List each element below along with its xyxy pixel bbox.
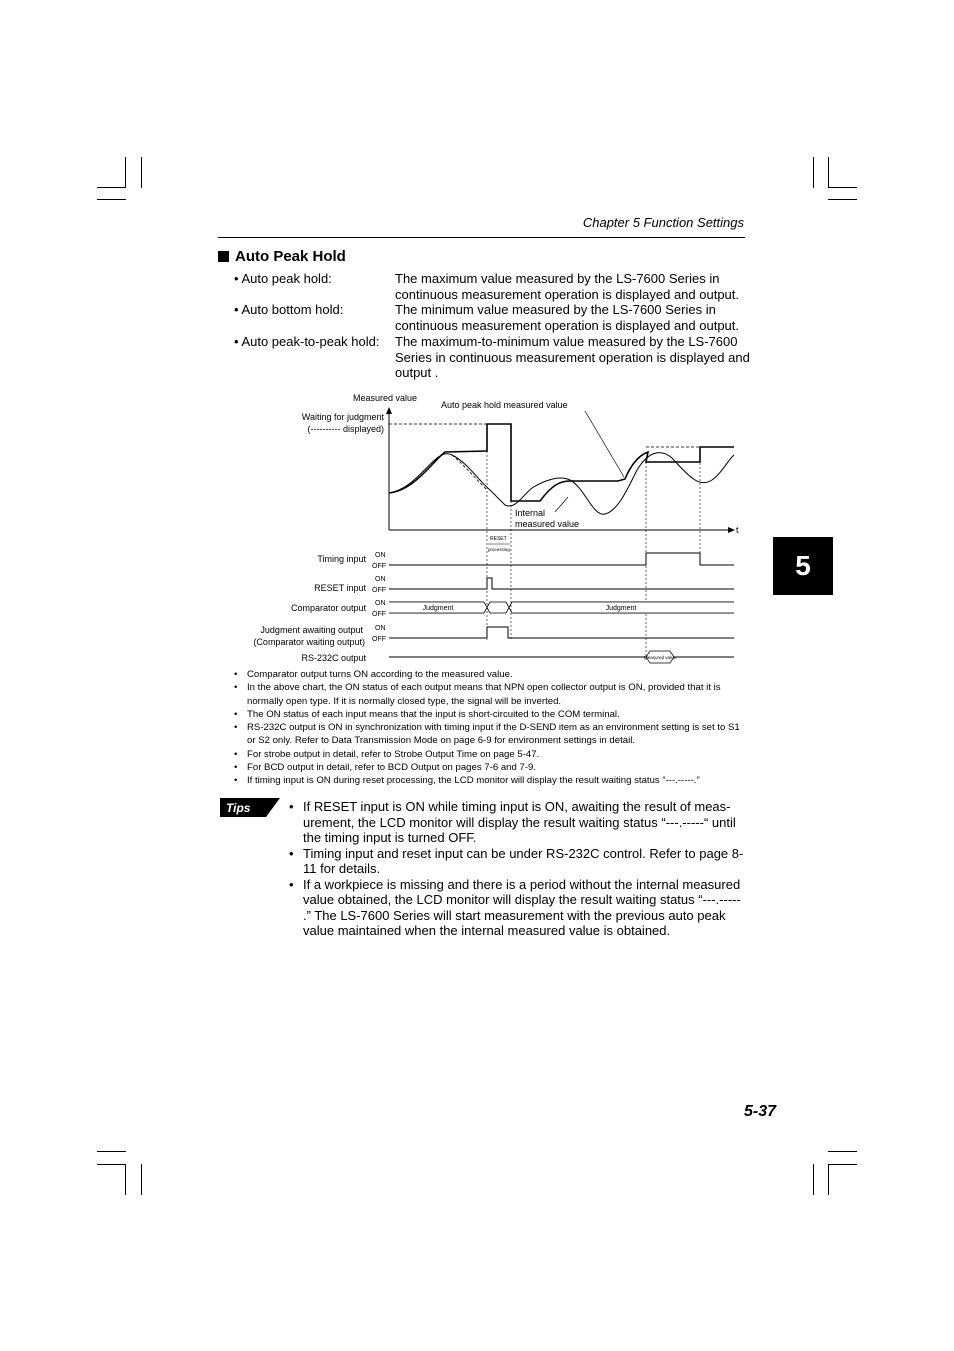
label-waiting-2: (---------- displayed) — [307, 424, 384, 434]
reset-processing-1: RESET — [490, 536, 507, 542]
off-label: OFF — [372, 587, 386, 594]
off-label: OFF — [372, 611, 386, 618]
definition-term: • Auto bottom hold: — [234, 302, 344, 317]
judgment-label-2: Judgment — [605, 605, 637, 612]
label-judgment-awaiting-1: Judgment awaiting output — [260, 625, 363, 635]
note-item: • In the above chart, the ON status of each output means that NPN open collector output is ON, provided that it is normally open type. If it is normally closed type, the signal will be inverted. — [234, 681, 746, 708]
signal-timing-input — [389, 553, 734, 565]
label-judgment-awaiting-2: (Comparator waiting output) — [253, 637, 365, 647]
x-axis-arrow-icon — [728, 527, 735, 533]
label-t: t — [736, 525, 739, 535]
note-item: • If timing input is ON during reset processing, the LCD monitor will display the result waiting status “---.-----.” — [234, 774, 746, 787]
definition-term: • Auto peak hold: — [234, 271, 332, 286]
definition-desc: The maximum-to-minimum value measured by the LS-7600 Series in continuous measurement operation is displayed and output . — [395, 334, 750, 380]
tips-badge — [220, 798, 280, 817]
label-timing-input: Timing input — [317, 554, 366, 564]
internal-dashed-segment — [452, 455, 487, 490]
definition-term: • Auto peak-to-peak hold: — [234, 334, 380, 349]
label-reset-input: RESET input — [314, 583, 366, 593]
definition-desc: The minimum value measured by the LS-7600 Series in continuous measurement operation is displayed and output. — [395, 302, 739, 333]
notes-list — [234, 668, 746, 788]
on-label: ON — [375, 600, 386, 607]
note-item: • Comparator output turns ON according to the measured value. — [234, 668, 746, 681]
off-label: OFF — [372, 563, 386, 570]
label-rs232c-output: RS-232C output — [301, 653, 366, 663]
chapter-title: Chapter 5 Function Settings — [582, 215, 744, 230]
label-comparator-output: Comparator output — [290, 603, 366, 613]
y-axis-arrow-icon — [386, 407, 392, 414]
section-title-text: Auto Peak Hold — [235, 248, 346, 265]
label-auto-peak: Auto peak hold measured value — [441, 400, 568, 410]
page-number: 5-37 — [744, 1103, 777, 1120]
label-waiting-1: Waiting for judgment — [301, 412, 384, 422]
tip-item: • If a workpiece is missing and there is a period without the internal measured value obtained, the LCD monitor will display the result waiting status “---.----- .” The LS-7600 Series will start measurement with the previous auto peak value maintained when the internal measured value is obtained. — [289, 877, 747, 939]
rs232c-box-label: Measured value — [643, 655, 677, 660]
label-internal-2: measured value — [515, 519, 580, 529]
pointer-internal — [555, 497, 568, 512]
on-label: ON — [375, 576, 386, 583]
on-label: ON — [375, 552, 386, 559]
definition-desc: The maximum value measured by the LS-7600 Series in continuous measurement operation is displayed and output. — [395, 271, 739, 302]
off-label: OFF — [372, 636, 386, 643]
on-label: ON — [375, 625, 386, 632]
note-item: • RS-232C output is ON in synchronization with timing input if the D-SEND item as an environment setting is set to S1 or S2 only. Refer to Data Transmission Mode on page 6-9 for environment settings in detail. — [234, 721, 746, 748]
pointer-auto-peak — [585, 411, 624, 477]
tips-list — [289, 799, 747, 939]
note-item: • The ON status of each input means that the input is short-circuited to the COM terminal. — [234, 708, 746, 721]
tips-label: Tips — [226, 801, 251, 815]
tip-item: • If RESET input is ON while timing input is ON, awaiting the result of meas-urement, the LCD monitor will display the result waiting status “---.-----“ until the timing input is turned OFF. — [289, 799, 747, 846]
label-internal-1: Internal — [515, 508, 546, 518]
reset-processing-2: processing — [488, 547, 510, 552]
signal-judgment-awaiting — [389, 627, 734, 638]
auto-peak-hold-curve — [389, 424, 734, 501]
label-measured-value: Measured value — [353, 393, 418, 403]
chapter-tab: 5 — [773, 537, 833, 595]
note-item: • For BCD output in detail, refer to BCD Output on pages 7-6 and 7-9. — [234, 761, 746, 774]
tip-item: • Timing input and reset input can be under RS-232C control. Refer to page 8-11 for details. — [289, 846, 747, 877]
judgment-label-1: Judgment — [422, 605, 454, 612]
signal-reset-input — [389, 578, 734, 589]
note-item: • For strobe output in detail, refer to Strobe Output Time on page 5-47. — [234, 748, 746, 761]
